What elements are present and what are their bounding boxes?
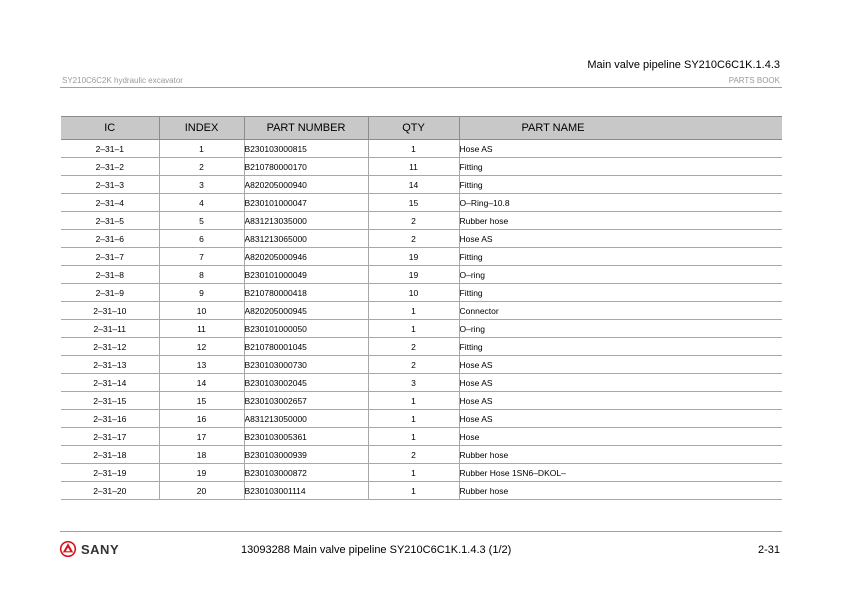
cell-index: 15	[159, 392, 244, 410]
cell-index: 7	[159, 248, 244, 266]
cell-ic: 2–31–6	[61, 230, 159, 248]
footer-divider	[60, 531, 782, 532]
parts-table-body	[61, 140, 782, 500]
cell-part-name: Hose AS	[459, 230, 782, 248]
table-row	[61, 212, 782, 230]
cell-qty: 1	[368, 320, 459, 338]
cell-part-name: Rubber hose	[459, 446, 782, 464]
cell-index: 2	[159, 158, 244, 176]
cell-part-number: A820205000945	[244, 302, 368, 320]
cell-ic: 2–31–1	[61, 140, 159, 158]
cell-part-name: Rubber Hose 1SN6–DKOL–	[459, 464, 782, 482]
cell-part-number: B230103000872	[244, 464, 368, 482]
cell-part-number: A820205000946	[244, 248, 368, 266]
table-row	[61, 356, 782, 374]
cell-qty: 15	[368, 194, 459, 212]
cell-index: 10	[159, 302, 244, 320]
cell-ic: 2–31–2	[61, 158, 159, 176]
cell-part-name: Fitting	[459, 284, 782, 302]
cell-qty: 1	[368, 302, 459, 320]
cell-index: 8	[159, 266, 244, 284]
cell-part-number: A831213050000	[244, 410, 368, 428]
cell-part-number: A820205000940	[244, 176, 368, 194]
cell-part-name: Fitting	[459, 158, 782, 176]
cell-ic: 2–31–19	[61, 464, 159, 482]
cell-qty: 2	[368, 356, 459, 374]
cell-part-number: A831213035000	[244, 212, 368, 230]
cell-part-number: B230101000049	[244, 266, 368, 284]
cell-part-name: Hose AS	[459, 392, 782, 410]
cell-qty: 11	[368, 158, 459, 176]
cell-qty: 1	[368, 482, 459, 500]
table-row	[61, 482, 782, 500]
cell-qty: 14	[368, 176, 459, 194]
cell-ic: 2–31–18	[61, 446, 159, 464]
table-row	[61, 302, 782, 320]
cell-part-number: B230103005361	[244, 428, 368, 446]
cell-part-number: B210780001045	[244, 338, 368, 356]
sany-logo	[59, 541, 119, 557]
cell-ic: 2–31–7	[61, 248, 159, 266]
cell-part-name: Rubber hose	[459, 212, 782, 230]
cell-ic: 2–31–14	[61, 374, 159, 392]
parts-table	[61, 116, 782, 500]
cell-part-name: Rubber hose	[459, 482, 782, 500]
cell-ic: 2–31–3	[61, 176, 159, 194]
table-row	[61, 176, 782, 194]
cell-index: 4	[159, 194, 244, 212]
cell-qty: 10	[368, 284, 459, 302]
cell-qty: 1	[368, 392, 459, 410]
cell-index: 1	[159, 140, 244, 158]
sany-logo-icon	[59, 541, 77, 557]
cell-part-name: Hose AS	[459, 140, 782, 158]
cell-qty: 19	[368, 266, 459, 284]
cell-index: 19	[159, 464, 244, 482]
cell-qty: 2	[368, 230, 459, 248]
cell-part-number: A831213065000	[244, 230, 368, 248]
cell-ic: 2–31–17	[61, 428, 159, 446]
model-subtitle: SY210C6C2K hydraulic excavator	[62, 76, 183, 85]
table-row	[61, 428, 782, 446]
cell-ic: 2–31–5	[61, 212, 159, 230]
cell-part-name: Connector	[459, 302, 782, 320]
table-row	[61, 446, 782, 464]
cell-part-name: Hose	[459, 428, 782, 446]
cell-part-number: B210780000170	[244, 158, 368, 176]
table-header-row	[61, 117, 782, 140]
table-row	[61, 158, 782, 176]
book-label: PARTS BOOK	[728, 76, 780, 85]
cell-part-number: B230103002657	[244, 392, 368, 410]
cell-qty: 1	[368, 140, 459, 158]
cell-index: 18	[159, 446, 244, 464]
cell-part-number: B230103000730	[244, 356, 368, 374]
cell-qty: 1	[368, 410, 459, 428]
cell-part-name: Hose AS	[459, 410, 782, 428]
cell-index: 3	[159, 176, 244, 194]
cell-ic: 2–31–9	[61, 284, 159, 302]
table-row	[61, 374, 782, 392]
cell-part-name: O–ring	[459, 266, 782, 284]
cell-qty: 2	[368, 446, 459, 464]
cell-qty: 1	[368, 428, 459, 446]
table-row	[61, 284, 782, 302]
cell-ic: 2–31–15	[61, 392, 159, 410]
cell-part-name: Hose AS	[459, 374, 782, 392]
column-header-ic: IC	[61, 117, 159, 140]
column-header-qty: QTY	[368, 117, 459, 140]
cell-index: 16	[159, 410, 244, 428]
document-title: 13093288 Main valve pipeline SY210C6C1K.1.4.3 (1/2)	[241, 544, 512, 556]
logo-text: SANY	[81, 541, 120, 557]
cell-part-number: B230103001114	[244, 482, 368, 500]
table-row	[61, 194, 782, 212]
column-header-part-name: PART NAME	[459, 117, 782, 140]
cell-qty: 3	[368, 374, 459, 392]
cell-part-number: B230101000047	[244, 194, 368, 212]
cell-index: 6	[159, 230, 244, 248]
table-row	[61, 140, 782, 158]
cell-part-name: Fitting	[459, 248, 782, 266]
cell-part-name: Fitting	[459, 338, 782, 356]
cell-ic: 2–31–10	[61, 302, 159, 320]
cell-part-number: B230103000939	[244, 446, 368, 464]
cell-part-name: Fitting	[459, 176, 782, 194]
cell-index: 5	[159, 212, 244, 230]
cell-part-number: B210780000418	[244, 284, 368, 302]
cell-index: 20	[159, 482, 244, 500]
column-header-index: INDEX	[159, 117, 244, 140]
cell-qty: 2	[368, 338, 459, 356]
header-divider	[60, 87, 782, 88]
cell-part-name: O–ring	[459, 320, 782, 338]
table-row	[61, 338, 782, 356]
cell-part-number: B230101000050	[244, 320, 368, 338]
cell-index: 9	[159, 284, 244, 302]
cell-ic: 2–31–11	[61, 320, 159, 338]
table-row	[61, 266, 782, 284]
column-header-part-number: PART NUMBER	[244, 117, 368, 140]
page-title: Main valve pipeline SY210C6C1K.1.4.3	[587, 59, 780, 71]
cell-ic: 2–31–4	[61, 194, 159, 212]
cell-index: 14	[159, 374, 244, 392]
cell-index: 11	[159, 320, 244, 338]
cell-qty: 19	[368, 248, 459, 266]
page-number: 2-31	[757, 544, 780, 556]
cell-ic: 2–31–8	[61, 266, 159, 284]
cell-ic: 2–31–20	[61, 482, 159, 500]
table-row	[61, 392, 782, 410]
cell-ic: 2–31–13	[61, 356, 159, 374]
cell-ic: 2–31–12	[61, 338, 159, 356]
cell-index: 17	[159, 428, 244, 446]
table-row	[61, 410, 782, 428]
table-row	[61, 464, 782, 482]
cell-index: 13	[159, 356, 244, 374]
cell-part-number: B230103000815	[244, 140, 368, 158]
table-row	[61, 320, 782, 338]
cell-part-number: B230103002045	[244, 374, 368, 392]
cell-index: 12	[159, 338, 244, 356]
table-row	[61, 230, 782, 248]
cell-qty: 1	[368, 464, 459, 482]
cell-qty: 2	[368, 212, 459, 230]
cell-ic: 2–31–16	[61, 410, 159, 428]
cell-part-name: Hose AS	[459, 356, 782, 374]
table-row	[61, 248, 782, 266]
cell-part-name: O–Ring–10.8	[459, 194, 782, 212]
